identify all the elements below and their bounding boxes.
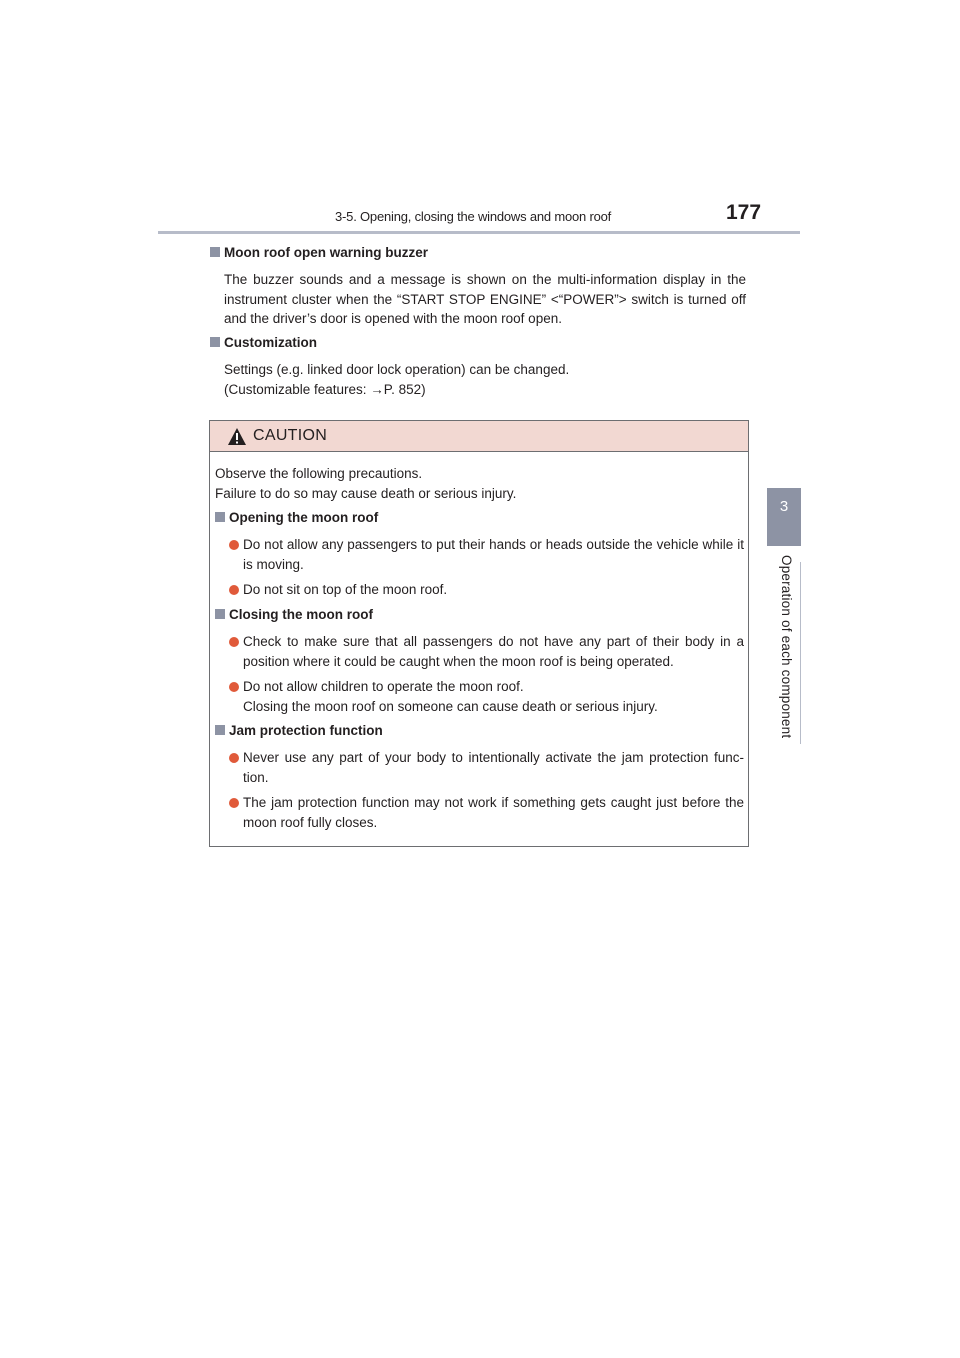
caution-intro: Observe the following precautions. Failure to do so may cause death or serious injury. [215,466,517,501]
caution-heading-jam-protection: Jam protection function [215,723,383,738]
page-number: 177 [726,201,762,224]
list-item: Check to make sure that all passengers do not have any part of their body in a position where it could be caught when the moon roof is being operated. [229,632,744,671]
chapter-tab-line [800,562,801,744]
warning-triangle-icon [227,427,247,446]
customization-text: Settings (e.g. linked door lock operation) can be changed. (Customizable features: →P. 852) [224,360,746,399]
square-marker-icon [210,247,220,257]
caution-heading-opening: Opening the moon roof [215,510,378,525]
square-marker-icon [215,725,225,735]
header-divider [158,231,800,234]
caution-box [209,420,749,847]
circle-bullet-icon [229,540,239,550]
section-title: 3-5. Opening, closing the windows and moon roof [335,209,612,224]
warning-buzzer-text: The buzzer sounds and a message is shown on the multi-information display in the instrument cluster when the “START STOP ENGINE” <“POWER”> switch is turned off and the driver’s door is opened with the moon roof open. [224,272,746,326]
list-item: Do not allow any passengers to put their hands or heads outside the vehicle while it is moving. [229,535,744,574]
chapter-tab [767,488,801,546]
circle-bullet-icon [229,682,239,692]
section-heading-customization: Customization [210,335,317,350]
section-heading-warning-buzzer: Moon roof open warning buzzer [210,245,428,260]
circle-bullet-icon [229,798,239,808]
customizable-features-link[interactable]: (Customizable features: →P. 852) [224,381,426,397]
square-marker-icon [215,609,225,619]
chapter-number: 3 [779,498,789,515]
square-marker-icon [215,512,225,522]
caution-header [210,421,748,452]
chapter-title: Operation of each component [779,555,794,739]
square-marker-icon [210,337,220,347]
list-item: Never use any part of your body to intentionally activate the jam protection func-tion. [229,748,744,787]
caution-heading-closing: Closing the moon roof [215,607,373,622]
list-item: Do not allow children to operate the moon roof. Closing the moon roof on someone can cause death or serious injury. [229,677,744,716]
list-item: The jam protection function may not work if something gets caught just before the moon roof fully closes. [229,793,744,832]
circle-bullet-icon [229,753,239,763]
caution-title: CAUTION [253,427,328,444]
circle-bullet-icon [229,637,239,647]
circle-bullet-icon [229,585,239,595]
list-item: Do not sit on top of the moon roof. [229,580,744,600]
